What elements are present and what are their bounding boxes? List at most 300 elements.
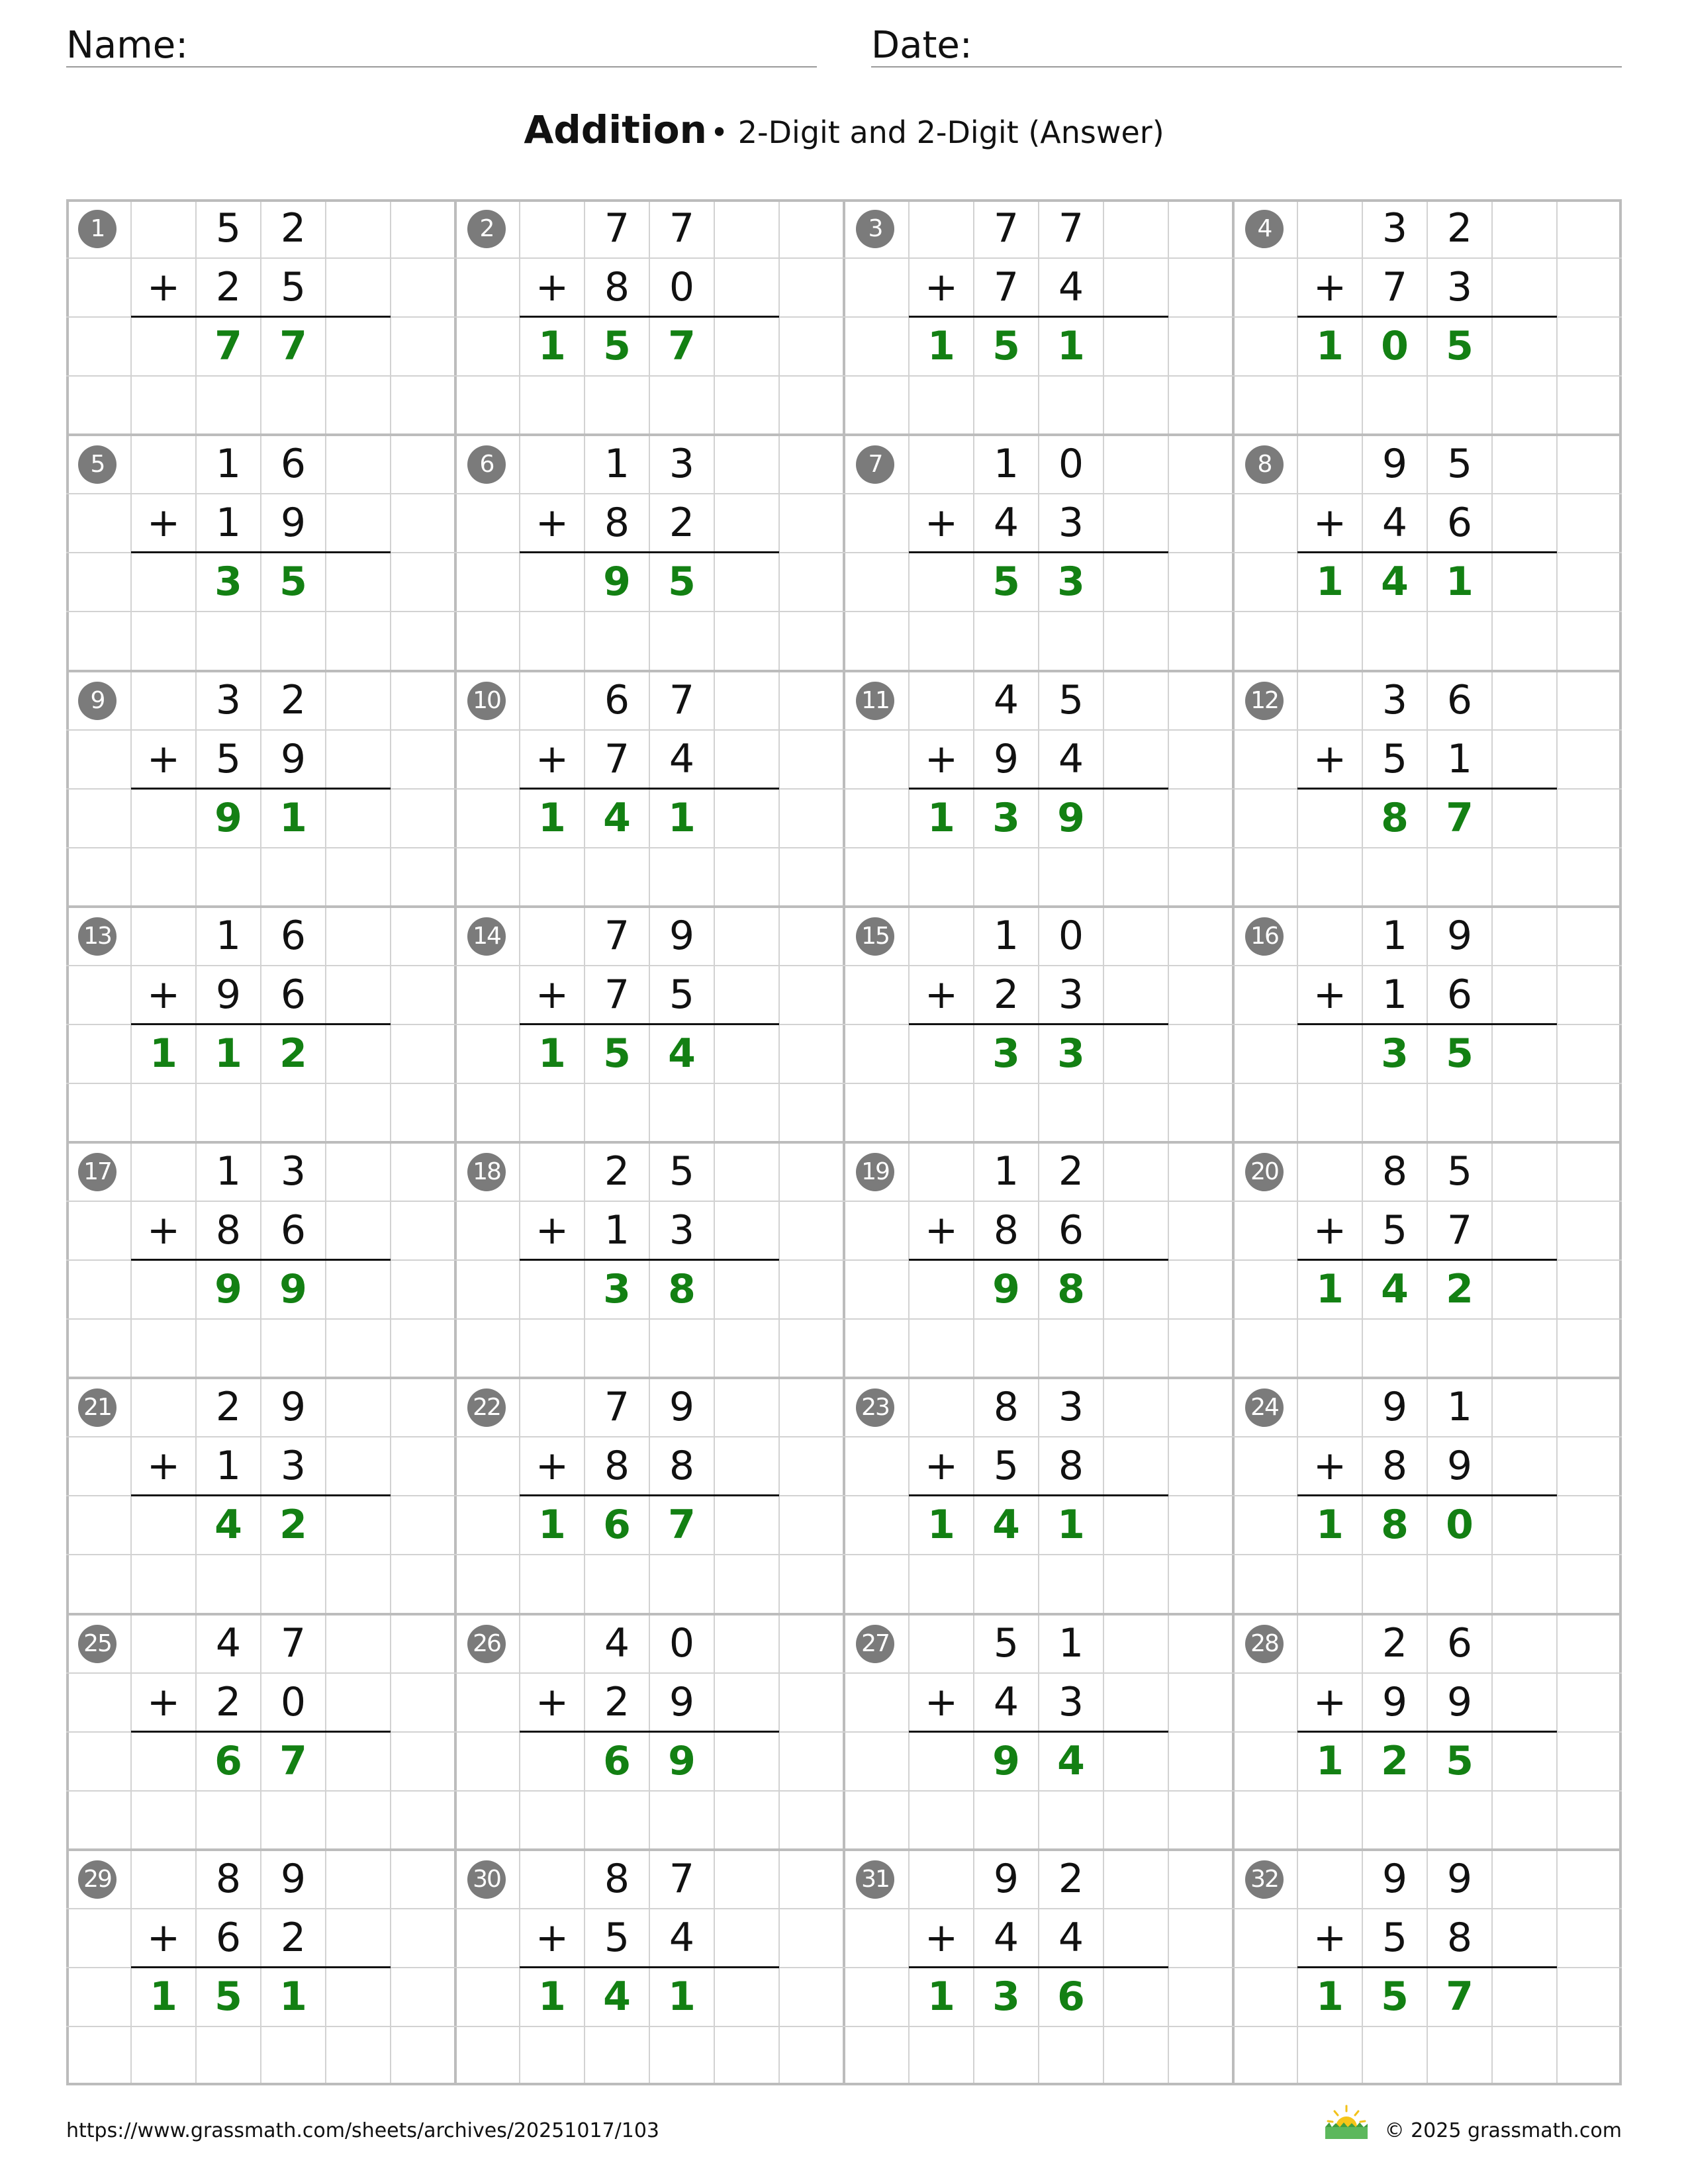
top-digit: 6 (1446, 1620, 1473, 1666)
bottom-digit: 7 (1382, 264, 1408, 310)
sum-line (520, 1731, 779, 1733)
bottom-digit: 8 (1382, 1443, 1408, 1489)
bottom-digit: 6 (1446, 500, 1473, 546)
top-digit: 3 (1382, 677, 1408, 723)
top-digit: 1 (215, 441, 242, 487)
bottom-digit: 0 (280, 1679, 306, 1725)
sum-line (909, 1259, 1168, 1261)
problem-number-badge: 16 (1245, 917, 1284, 956)
answer-digit: 7 (1446, 795, 1474, 841)
plus-sign: + (146, 1443, 181, 1489)
plus-sign: + (1313, 1443, 1347, 1489)
plus-sign: + (924, 736, 959, 782)
sum-line (520, 1023, 779, 1025)
answer-digit: 9 (668, 1738, 696, 1784)
top-digit: 6 (280, 913, 306, 959)
top-digit: 7 (669, 677, 695, 723)
footer-url: https://www.grassmath.com/sheets/archives/20251017/103 (66, 2119, 660, 2142)
top-digit: 8 (604, 1856, 630, 1902)
sum-line (131, 551, 391, 553)
answer-digit: 1 (1057, 323, 1085, 369)
top-digit: 0 (1058, 441, 1084, 487)
answer-digit: 3 (1381, 1030, 1409, 1077)
bottom-digit: 4 (1058, 736, 1084, 782)
top-digit: 2 (1446, 205, 1473, 251)
plus-sign: + (535, 1207, 569, 1253)
answer-digit: 4 (1381, 1266, 1409, 1312)
plus-sign: + (146, 500, 181, 546)
problem-number-badge: 31 (856, 1860, 894, 1899)
bottom-digit: 6 (280, 972, 306, 1018)
answer-digit: 1 (1316, 1738, 1344, 1784)
bottom-digit: 8 (604, 1443, 630, 1489)
answer-digit: 5 (1446, 323, 1474, 369)
problem-number-badge: 1 (78, 210, 117, 248)
problem-number-badge: 29 (78, 1860, 117, 1899)
plus-sign: + (146, 1679, 181, 1725)
top-digit: 2 (1058, 1148, 1084, 1195)
top-digit: 2 (215, 1384, 242, 1430)
bottom-digit: 2 (215, 1679, 242, 1725)
top-digit: 9 (1382, 1384, 1408, 1430)
answer-digit: 5 (1446, 1738, 1474, 1784)
plus-sign: + (146, 1207, 181, 1253)
answer-digit: 9 (992, 1266, 1020, 1312)
problem-number-badge: 5 (78, 445, 117, 484)
problem-number-badge: 15 (856, 917, 894, 956)
answer-digit: 6 (214, 1738, 242, 1784)
answer-digit: 3 (992, 795, 1020, 841)
answer-digit: 1 (1316, 323, 1344, 369)
answer-digit: 1 (927, 323, 955, 369)
plus-sign: + (1313, 264, 1347, 310)
top-digit: 3 (1058, 1384, 1084, 1430)
top-digit: 5 (1446, 1148, 1473, 1195)
top-digit: 1 (604, 441, 630, 487)
problem-number-badge: 20 (1245, 1153, 1284, 1191)
answer-digit: 1 (214, 1030, 242, 1077)
top-digit: 9 (1382, 1856, 1408, 1902)
sum-line (131, 1966, 391, 1968)
plus-sign: + (924, 264, 959, 310)
plus-sign: + (1313, 1679, 1347, 1725)
problem-number-badge: 22 (467, 1388, 506, 1427)
top-digit: 1 (1446, 1384, 1473, 1430)
bottom-digit: 4 (669, 1915, 695, 1961)
bottom-digit: 8 (604, 264, 630, 310)
top-digit: 9 (669, 913, 695, 959)
top-digit: 2 (1058, 1856, 1084, 1902)
top-digit: 4 (993, 677, 1019, 723)
problem-number-badge: 8 (1245, 445, 1284, 484)
answer-digit: 7 (668, 1502, 696, 1548)
bottom-digit: 9 (1382, 1679, 1408, 1725)
sum-line (909, 1023, 1168, 1025)
top-digit: 1 (993, 1148, 1019, 1195)
answer-digit: 1 (538, 1974, 566, 2020)
problem-number-badge: 9 (78, 682, 117, 720)
bottom-digit: 3 (1446, 264, 1473, 310)
top-digit: 7 (1058, 205, 1084, 251)
problem-number-badge: 3 (856, 210, 894, 248)
plus-sign: + (146, 972, 181, 1018)
top-digit: 5 (993, 1620, 1019, 1666)
bottom-digit: 8 (215, 1207, 242, 1253)
bottom-digit: 3 (1058, 500, 1084, 546)
answer-digit: 3 (992, 1030, 1020, 1077)
answer-digit: 1 (927, 795, 955, 841)
bottom-digit: 9 (993, 736, 1019, 782)
top-digit: 8 (215, 1856, 242, 1902)
top-digit: 9 (669, 1384, 695, 1430)
top-digit: 2 (1382, 1620, 1408, 1666)
top-digit: 9 (1446, 1856, 1473, 1902)
bottom-digit: 4 (993, 1679, 1019, 1725)
problem-number-badge: 14 (467, 917, 506, 956)
answer-digit: 4 (214, 1502, 242, 1548)
plus-sign: + (146, 264, 181, 310)
plus-sign: + (1313, 1915, 1347, 1961)
sum-line (1297, 1494, 1557, 1496)
top-digit: 1 (215, 913, 242, 959)
top-digit: 1 (1382, 913, 1408, 959)
answer-digit: 2 (1381, 1738, 1409, 1784)
sum-line (131, 316, 391, 318)
sum-line (1297, 551, 1557, 553)
sum-line (909, 1731, 1168, 1733)
sum-line (1297, 788, 1557, 790)
bottom-digit: 6 (280, 1207, 306, 1253)
worksheet-title (0, 103, 1688, 166)
answer-digit: 4 (1381, 559, 1409, 605)
top-digit: 9 (280, 1384, 306, 1430)
answer-digit: 7 (279, 1738, 307, 1784)
bottom-digit: 5 (604, 1915, 630, 1961)
plus-sign: + (1313, 972, 1347, 1018)
bottom-digit: 1 (215, 500, 242, 546)
title-main: Addition (524, 107, 707, 152)
problem-number-badge: 21 (78, 1388, 117, 1427)
answer-digit: 5 (1381, 1974, 1409, 2020)
plus-sign: + (924, 972, 959, 1018)
plus-sign: + (535, 972, 569, 1018)
problem-number-badge: 23 (856, 1388, 894, 1427)
sum-line (1297, 1966, 1557, 1968)
bottom-digit: 9 (280, 736, 306, 782)
bottom-digit: 2 (669, 500, 695, 546)
top-digit: 6 (604, 677, 630, 723)
top-digit: 9 (280, 1856, 306, 1902)
problem-number-badge: 32 (1245, 1860, 1284, 1899)
top-digit: 5 (215, 205, 242, 251)
answer-digit: 1 (538, 1030, 566, 1077)
answer-digit: 1 (279, 795, 307, 841)
bottom-digit: 5 (1382, 1207, 1408, 1253)
answer-digit: 1 (927, 1974, 955, 2020)
sum-line (909, 316, 1168, 318)
top-digit: 3 (280, 1148, 306, 1195)
answer-digit: 0 (1446, 1502, 1474, 1548)
answer-digit: 9 (992, 1738, 1020, 1784)
bottom-digit: 5 (215, 736, 242, 782)
top-digit: 5 (1058, 677, 1084, 723)
answer-digit: 1 (1316, 1266, 1344, 1312)
answer-digit: 1 (1057, 1502, 1085, 1548)
sum-line (909, 1494, 1168, 1496)
sum-line (131, 1731, 391, 1733)
problem-number-badge: 24 (1245, 1388, 1284, 1427)
answer-digit: 3 (603, 1266, 631, 1312)
top-digit: 2 (604, 1148, 630, 1195)
top-digit: 8 (1382, 1148, 1408, 1195)
problem-number-badge: 10 (467, 682, 506, 720)
top-digit: 9 (1446, 913, 1473, 959)
bottom-digit: 8 (1058, 1443, 1084, 1489)
answer-digit: 0 (1381, 323, 1409, 369)
bottom-digit: 8 (1446, 1915, 1473, 1961)
answer-digit: 5 (214, 1974, 242, 2020)
sum-line (1297, 316, 1557, 318)
answer-digit: 5 (992, 323, 1020, 369)
date-label: Date: (871, 24, 972, 67)
plus-sign: + (535, 500, 569, 546)
footer-copyright: © 2025 grassmath.com (1384, 2119, 1622, 2142)
answer-digit: 1 (279, 1974, 307, 2020)
grid-line-horizontal (66, 2083, 1622, 2085)
plus-sign: + (146, 736, 181, 782)
bottom-digit: 8 (604, 500, 630, 546)
answer-digit: 7 (668, 323, 696, 369)
grassmath-logo-icon (1321, 2105, 1372, 2142)
bottom-digit: 3 (1058, 1679, 1084, 1725)
problem-number-badge: 2 (467, 210, 506, 248)
sum-line (520, 788, 779, 790)
problem-number-badge: 27 (856, 1625, 894, 1663)
plus-sign: + (146, 1915, 181, 1961)
date-line (871, 66, 1622, 68)
bottom-digit: 5 (1382, 1915, 1408, 1961)
answer-digit: 1 (927, 1502, 955, 1548)
top-digit: 7 (669, 205, 695, 251)
plus-sign: + (1313, 500, 1347, 546)
bottom-digit: 9 (280, 500, 306, 546)
answer-digit: 2 (279, 1030, 307, 1077)
bottom-digit: 4 (1382, 500, 1408, 546)
answer-digit: 2 (1446, 1266, 1474, 1312)
answer-digit: 4 (1057, 1738, 1085, 1784)
top-digit: 5 (1446, 441, 1473, 487)
top-digit: 1 (993, 913, 1019, 959)
bottom-digit: 5 (669, 972, 695, 1018)
bottom-digit: 3 (280, 1443, 306, 1489)
sum-line (520, 316, 779, 318)
bottom-digit: 2 (604, 1679, 630, 1725)
bottom-digit: 2 (280, 1915, 306, 1961)
bottom-digit: 1 (215, 1443, 242, 1489)
answer-digit: 1 (1446, 559, 1474, 605)
sum-line (131, 788, 391, 790)
answer-digit: 7 (279, 323, 307, 369)
top-digit: 6 (280, 441, 306, 487)
plus-sign: + (535, 1679, 569, 1725)
top-digit: 6 (1446, 677, 1473, 723)
bottom-digit: 4 (1058, 264, 1084, 310)
bottom-digit: 3 (669, 1207, 695, 1253)
sum-line (1297, 1731, 1557, 1733)
top-digit: 7 (669, 1856, 695, 1902)
answer-digit: 5 (1446, 1030, 1474, 1077)
problem-number-badge: 19 (856, 1153, 894, 1191)
bottom-digit: 1 (604, 1207, 630, 1253)
top-digit: 9 (993, 1856, 1019, 1902)
top-digit: 7 (604, 205, 630, 251)
problem-number-badge: 12 (1245, 682, 1284, 720)
answer-digit: 5 (279, 559, 307, 605)
bottom-digit: 5 (1382, 736, 1408, 782)
top-digit: 4 (604, 1620, 630, 1666)
problem-number-badge: 4 (1245, 210, 1284, 248)
answer-digit: 1 (1316, 559, 1344, 605)
bottom-digit: 6 (215, 1915, 242, 1961)
top-digit: 1 (215, 1148, 242, 1195)
answer-digit: 5 (603, 323, 631, 369)
problem-number-badge: 17 (78, 1153, 117, 1191)
answer-digit: 6 (603, 1502, 631, 1548)
answer-digit: 7 (1446, 1974, 1474, 2020)
answer-digit: 7 (214, 323, 242, 369)
bottom-digit: 7 (604, 736, 630, 782)
answer-digit: 1 (538, 1502, 566, 1548)
top-digit: 1 (993, 441, 1019, 487)
top-digit: 3 (1382, 205, 1408, 251)
bottom-digit: 6 (1058, 1207, 1084, 1253)
answer-digit: 9 (279, 1266, 307, 1312)
answer-digit: 1 (538, 795, 566, 841)
answer-digit: 8 (1381, 795, 1409, 841)
bottom-digit: 7 (1446, 1207, 1473, 1253)
answer-digit: 1 (668, 795, 696, 841)
bottom-digit: 5 (280, 264, 306, 310)
problem-grid (66, 199, 1622, 2085)
bottom-digit: 0 (669, 264, 695, 310)
plus-sign: + (924, 1443, 959, 1489)
answer-digit: 5 (668, 559, 696, 605)
plus-sign: + (535, 736, 569, 782)
plus-sign: + (924, 500, 959, 546)
top-digit: 1 (1058, 1620, 1084, 1666)
answer-digit: 3 (992, 1974, 1020, 2020)
answer-digit: 8 (668, 1266, 696, 1312)
plus-sign: + (1313, 736, 1347, 782)
bottom-digit: 5 (993, 1443, 1019, 1489)
sum-line (520, 1494, 779, 1496)
sum-line (1297, 1023, 1557, 1025)
answer-digit: 1 (150, 1030, 177, 1077)
bottom-digit: 9 (1446, 1679, 1473, 1725)
problem-number-badge: 6 (467, 445, 506, 484)
bottom-digit: 2 (993, 972, 1019, 1018)
plus-sign: + (1313, 1207, 1347, 1253)
plus-sign: + (924, 1679, 959, 1725)
top-digit: 9 (1382, 441, 1408, 487)
answer-digit: 4 (668, 1030, 696, 1077)
top-digit: 4 (215, 1620, 242, 1666)
title-subtitle: • 2-Digit and 2-Digit (Answer) (710, 114, 1164, 150)
bottom-digit: 2 (215, 264, 242, 310)
answer-digit: 9 (1057, 795, 1085, 841)
top-digit: 2 (280, 677, 306, 723)
bottom-digit: 4 (993, 1915, 1019, 1961)
answer-digit: 9 (214, 1266, 242, 1312)
answer-digit: 5 (603, 1030, 631, 1077)
top-digit: 7 (280, 1620, 306, 1666)
problem-number-badge: 30 (467, 1860, 506, 1899)
name-label: Name: (66, 24, 189, 67)
plus-sign: + (924, 1207, 959, 1253)
answer-digit: 3 (1057, 559, 1085, 605)
sum-line (909, 1966, 1168, 1968)
bottom-digit: 7 (604, 972, 630, 1018)
sum-line (131, 1494, 391, 1496)
plus-sign: + (924, 1915, 959, 1961)
sum-line (1297, 1259, 1557, 1261)
answer-digit: 1 (538, 323, 566, 369)
top-digit: 5 (669, 1148, 695, 1195)
sum-line (520, 551, 779, 553)
answer-digit: 4 (992, 1502, 1020, 1548)
top-digit: 7 (993, 205, 1019, 251)
bottom-digit: 9 (215, 972, 242, 1018)
top-digit: 7 (604, 913, 630, 959)
problem-number-badge: 13 (78, 917, 117, 956)
answer-digit: 6 (603, 1738, 631, 1784)
bottom-digit: 9 (1446, 1443, 1473, 1489)
top-digit: 3 (669, 441, 695, 487)
answer-digit: 1 (668, 1974, 696, 2020)
plus-sign: + (535, 264, 569, 310)
sum-line (520, 1259, 779, 1261)
bottom-digit: 1 (1446, 736, 1473, 782)
bottom-digit: 7 (993, 264, 1019, 310)
sum-line (909, 788, 1168, 790)
bottom-digit: 8 (993, 1207, 1019, 1253)
problem-number-badge: 11 (856, 682, 894, 720)
top-digit: 8 (993, 1384, 1019, 1430)
top-digit: 0 (669, 1620, 695, 1666)
top-digit: 2 (280, 205, 306, 251)
bottom-digit: 4 (1058, 1915, 1084, 1961)
answer-digit: 9 (214, 795, 242, 841)
answer-digit: 2 (279, 1502, 307, 1548)
bottom-digit: 6 (1446, 972, 1473, 1018)
top-digit: 7 (604, 1384, 630, 1430)
sum-line (131, 1023, 391, 1025)
answer-digit: 3 (1057, 1030, 1085, 1077)
problem-number-badge: 7 (856, 445, 894, 484)
answer-digit: 9 (603, 559, 631, 605)
problem-number-badge: 18 (467, 1153, 506, 1191)
answer-digit: 8 (1057, 1266, 1085, 1312)
plus-sign: + (535, 1915, 569, 1961)
answer-digit: 1 (1316, 1974, 1344, 2020)
bottom-digit: 1 (1382, 972, 1408, 1018)
answer-digit: 4 (603, 1974, 631, 2020)
name-line (66, 66, 817, 68)
bottom-digit: 9 (669, 1679, 695, 1725)
sum-line (131, 1259, 391, 1261)
answer-digit: 1 (150, 1974, 177, 2020)
answer-digit: 3 (214, 559, 242, 605)
